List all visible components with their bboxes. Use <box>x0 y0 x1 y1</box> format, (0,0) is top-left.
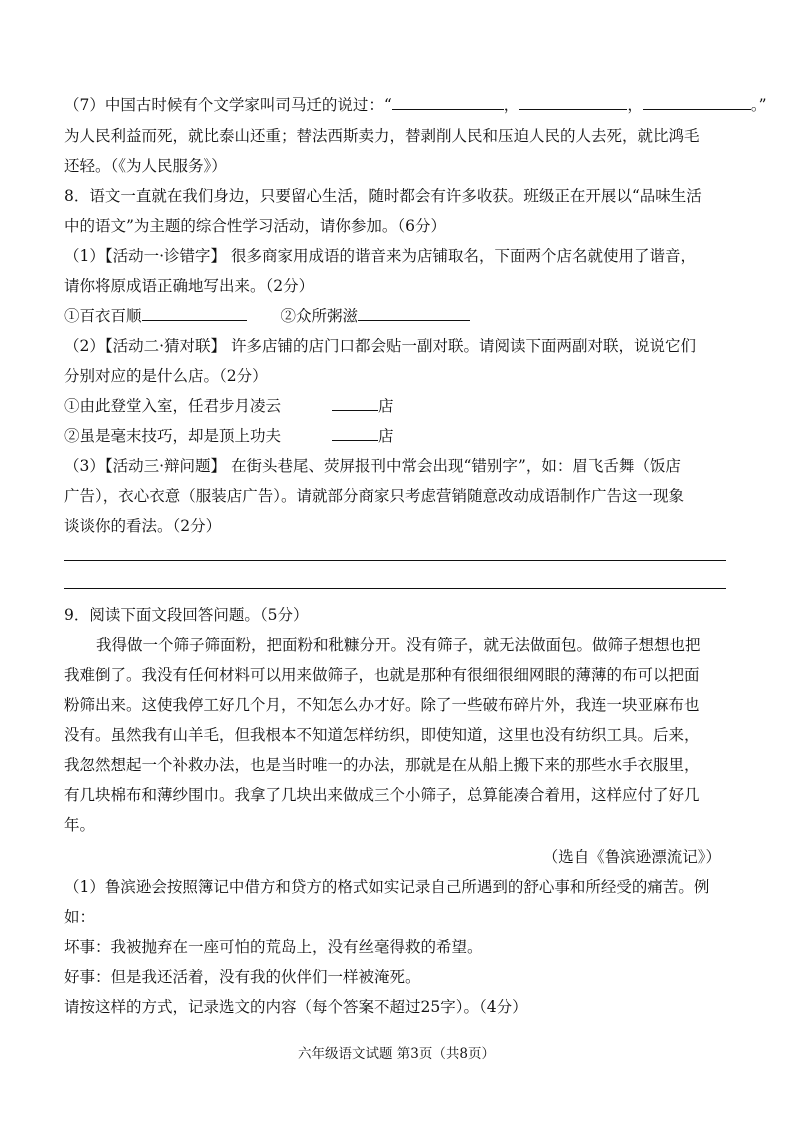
answer-blank[interactable] <box>358 306 470 321</box>
q7-line2: 为人民利益而死，就比泰山还重；替法西斯卖力，替剥削人民和压迫人民的人去死，就比鸿毛 <box>64 127 700 145</box>
answer-line[interactable] <box>64 560 726 561</box>
passage-line: 我忽然想起一个补救办法，也是当时唯一的办法，那就是在从船上搬下来的那些水手衣服里， <box>64 756 700 774</box>
q8-activity3-line1: （3）【活动三·辩问题】 在街头巷尾、荧屏报刊中常会出现“错别字”，如：眉飞舌舞（饭店 <box>64 457 681 475</box>
q7-text: （7）中国古时候有个文学家叫司马迁的说过：“ <box>64 96 392 114</box>
page-footer: 六年级语文试题 第3页（共8页） <box>298 1046 495 1062</box>
q7-line1: （7）中国古时候有个文学家叫司马迁的说过：“ ， ， 。” <box>64 96 767 114</box>
answer-blank[interactable] <box>519 95 627 110</box>
passage-line: 我难倒了。我没有任何材料可以用来做筛子，也就是那种有很细很细网眼的薄薄的布可以把面 <box>64 666 700 684</box>
passage-line: 年。 <box>64 816 96 834</box>
q8-stem-line1: 8．语文一直就在我们身边，只要留心生活，随时都会有许多收获。班级正在开展以“品味生活 <box>64 187 702 205</box>
answer-blank[interactable] <box>332 396 378 411</box>
passage-line: 粉筛出来。这使我停工好几个月，不知怎么办才好。除了一些破布碎片外，我连一块亚麻布也 <box>64 696 700 714</box>
passage-line: 没有。虽然我有山羊毛，但我根本不知道怎样纺织，即使知道，这里也没有纺织工具。后来， <box>64 726 700 744</box>
q8-couplet2: ②虽是毫末技巧，却是顶上功夫 店 <box>64 427 394 445</box>
passage-source: （选自《鲁滨逊漂流记》） <box>542 848 721 866</box>
answer-blank[interactable] <box>643 95 751 110</box>
answer-blank[interactable] <box>392 95 504 110</box>
q8-activity3-line2: 广告），衣心衣意（服装店广告）。请就部分商家只考虑营销随意改动成语制作广告这一现象 <box>64 487 685 505</box>
example-bad: 坏事：我被抛弃在一座可怕的荒岛上，没有丝毫得救的希望。 <box>64 938 483 956</box>
q9-sub1-line1: （1）鲁滨逊会按照簿记中借方和贷方的格式如实记录自己所遇到的舒心事和所经受的痛苦。例 <box>64 878 710 896</box>
item-label: ②众所粥滋 <box>280 307 359 325</box>
couplet-text: ①由此登堂入室，任君步月凌云 <box>64 397 282 415</box>
q8-activity1-line1: （1）【活动一·诊错字】 很多商家用成语的谐音来为店铺取名，下面两个店名就使用了谐音， <box>64 247 696 265</box>
q8-activity2-line2: 分别对应的是什么店。（2分） <box>64 367 268 385</box>
q8-stem-line2: 中的语文”为主题的综合性学习活动，请你参加。（6分） <box>64 217 447 235</box>
answer-line[interactable] <box>64 588 726 589</box>
passage-line: 我得做一个筛子筛面粉，把面粉和秕糠分开。没有筛子，就无法做面包。做筛子想想也把 <box>96 636 701 654</box>
answer-blank[interactable] <box>332 426 378 441</box>
q8-activity2-line1: （2）【活动二·猜对联】 许多店铺的店门口都会贴一副对联。请阅读下面两副对联，说说它们 <box>64 337 696 355</box>
q8-activity1-line2: 请你将原成语正确地写出来。（2分） <box>64 277 315 295</box>
example-good: 好事：但是我还活着，没有我的伙伴们一样被淹死。 <box>64 968 421 986</box>
q8-activity1-items <box>64 306 470 326</box>
q9-instruction: 请按这样的方式，记录选文的内容（每个答案不超过25字）。（4分） <box>64 998 528 1016</box>
item-label: ①百衣百顺 <box>64 307 142 325</box>
answer-blank[interactable] <box>142 306 247 321</box>
q8-activity3-line3: 谈谈你的看法。（2分） <box>64 517 222 535</box>
q9-sub1-line2: 如： <box>64 908 96 926</box>
couplet-text: ②虽是毫末技巧，却是顶上功夫 <box>64 427 282 445</box>
q8-couplet1: ①由此登堂入室，任君步月凌云 店 <box>64 397 394 415</box>
q7-line3: 还轻。（《为人民服务》） <box>64 157 227 175</box>
passage-line: 有几块棉布和薄纱围巾。我拿了几块出来做成三个小筛子，总算能凑合着用，这样应付了好几 <box>64 786 700 804</box>
q9-heading: 9．阅读下面文段回答问题。（5分） <box>64 606 309 624</box>
